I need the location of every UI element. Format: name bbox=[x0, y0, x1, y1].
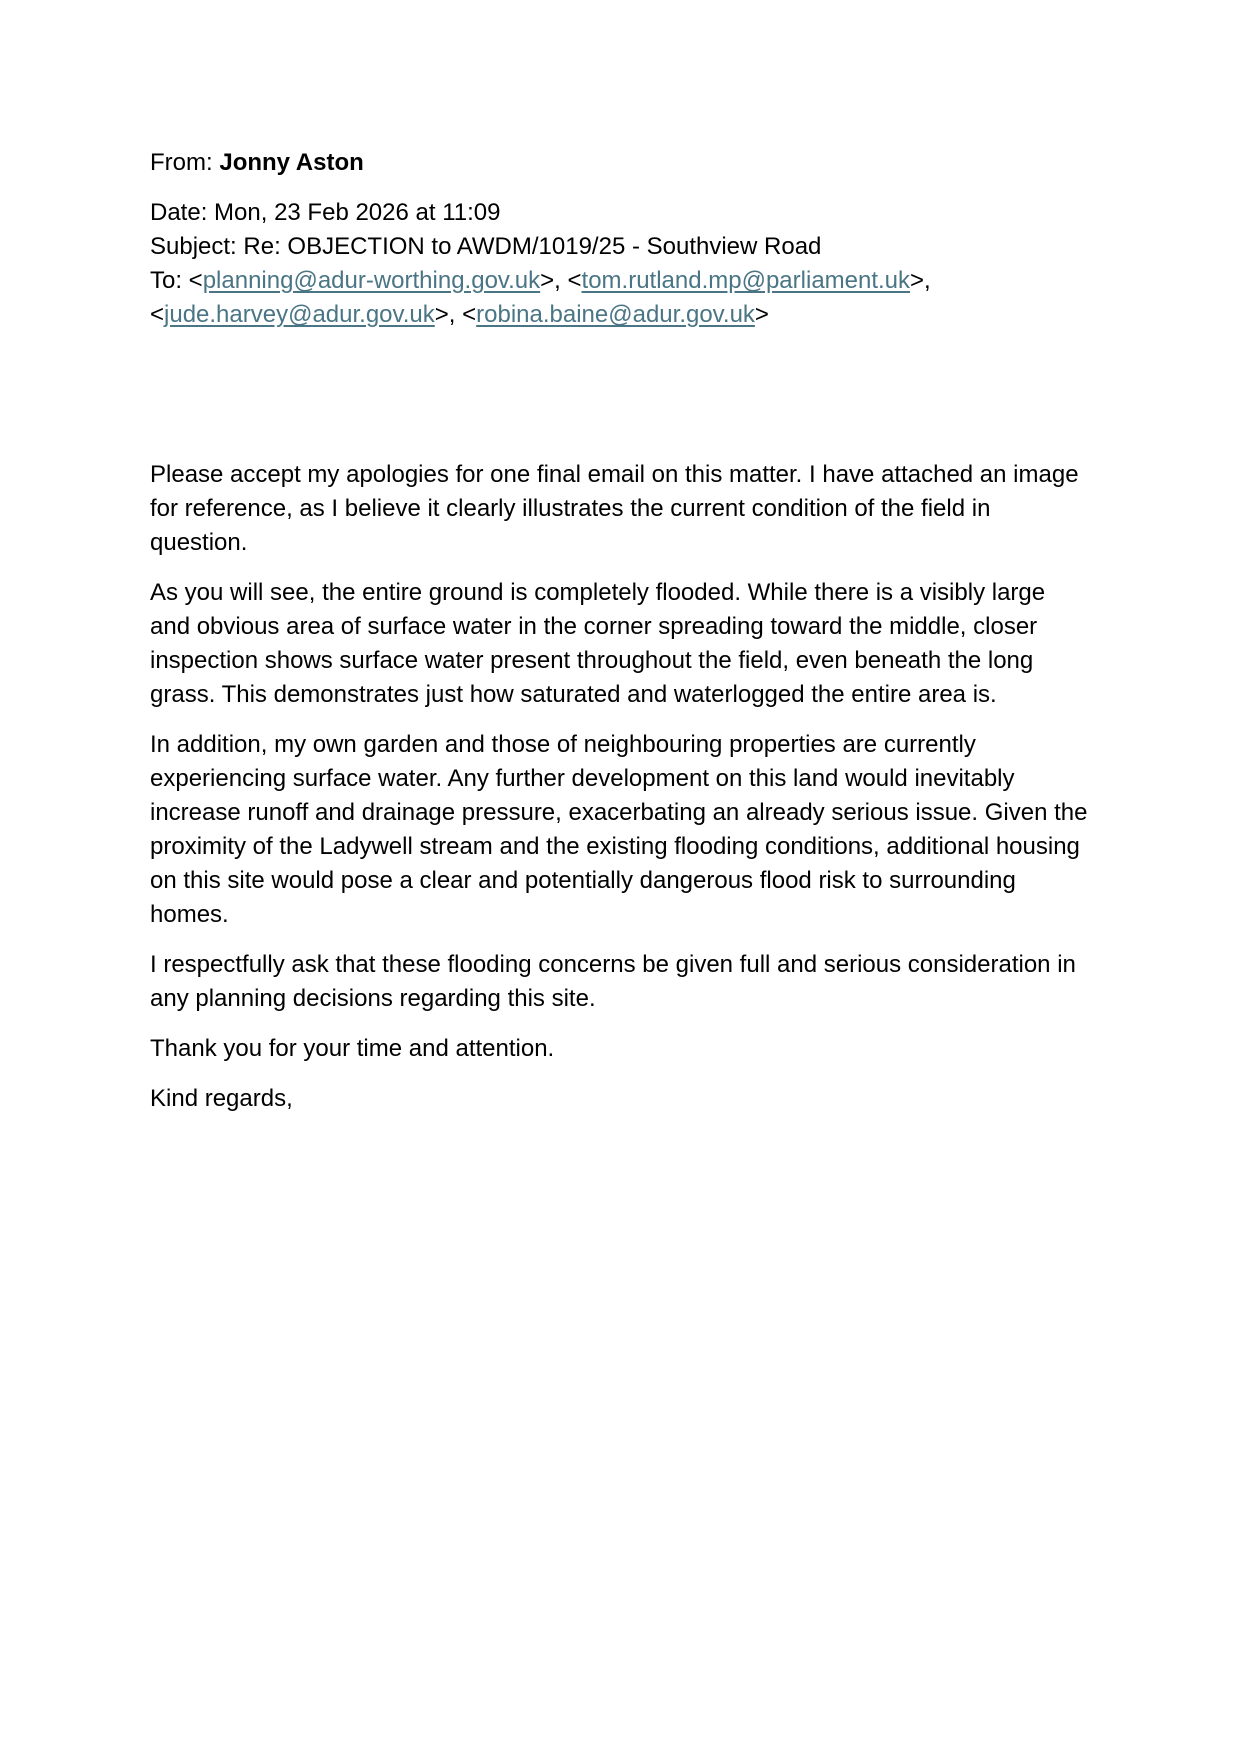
subject-label: Subject: bbox=[150, 233, 237, 260]
body-paragraph-thanks: Thank you for your time and attention. bbox=[150, 1035, 555, 1062]
subject-line bbox=[150, 230, 1090, 264]
date-label: Date: bbox=[150, 199, 208, 226]
recipient-tom-rutland-link[interactable]: tom.rutland.mp@parliament.uk bbox=[581, 267, 911, 294]
body-paragraph-flooded-ground: As you will see, the entire ground is completely flooded. While there is a visibly large and obvious area of surface water in the corner spreading toward the middle, closer inspection shows surface water present throughout the field, even beneath the long grass. This demonstrates just how saturated and waterlogged the entire area is. bbox=[150, 579, 1046, 708]
recipient-robina-baine-link[interactable]: robina.baine@adur.gov.uk bbox=[476, 301, 755, 328]
sign-off: Kind regards, bbox=[150, 1085, 293, 1112]
email-header bbox=[150, 146, 1090, 332]
body-paragraph-apology: Please accept my apologies for one final email on this matter. I have attached an image for reference, as I believe it clearly illustrates the current condition of the field in question. bbox=[150, 461, 1079, 556]
to-line: To: <planning@adur-worthing.gov.uk>, <tom.rutland.mp@parliament.uk>, <jude.harvey@adur.gov.uk>, <robina.baine@adur.gov.uk> bbox=[150, 267, 931, 328]
recipient-planning-link[interactable]: planning@adur-worthing.gov.uk bbox=[202, 267, 541, 294]
email-body bbox=[150, 458, 1090, 1116]
subject-value: Re: OBJECTION to AWDM/1019/25 - Southview Road bbox=[243, 233, 822, 260]
body-paragraph-request: I respectfully ask that these flooding concerns be given full and serious consideration in any planning decisions regarding this site. bbox=[150, 951, 1076, 1012]
from-line bbox=[150, 146, 1090, 180]
to-label: To: bbox=[150, 267, 183, 294]
recipient-jude-harvey-link[interactable]: jude.harvey@adur.gov.uk bbox=[164, 301, 435, 328]
sender-name: Jonny Aston bbox=[219, 149, 364, 176]
email-document bbox=[150, 146, 1090, 1132]
from-label: From: bbox=[150, 149, 213, 176]
date-line bbox=[150, 196, 1090, 230]
date-value: Mon, 23 Feb 2026 at 11:09 bbox=[214, 199, 501, 226]
body-paragraph-development-risk: In addition, my own garden and those of neighbouring properties are currently experiencing surface water. Any further development on this land would inevitably increase runoff and drainage pressure, exacerbating an already serious issue. Given the proximity of the Ladywell stream and the existing flooding conditions, additional housing on this site would pose a clear and potentially dangerous flood risk to surrounding homes. bbox=[150, 731, 1088, 928]
